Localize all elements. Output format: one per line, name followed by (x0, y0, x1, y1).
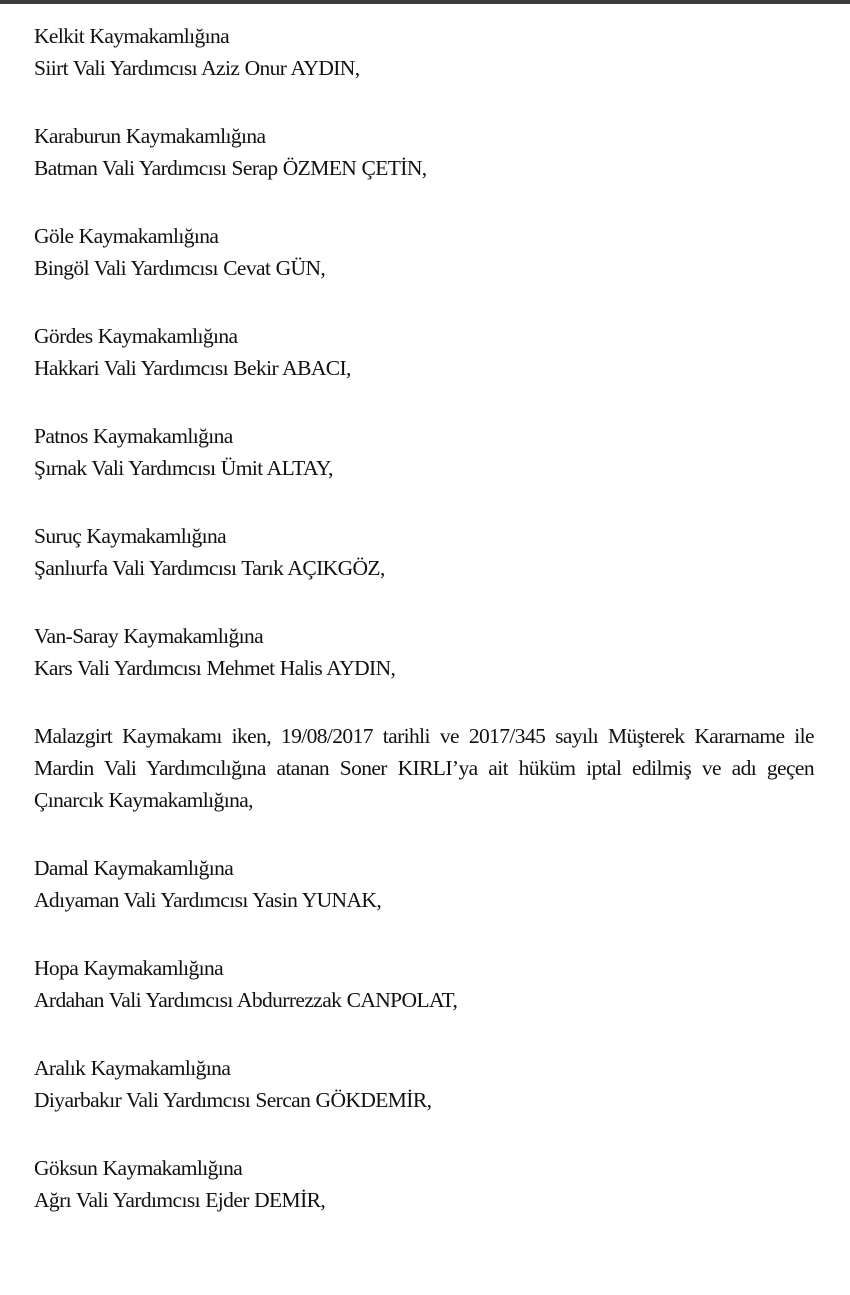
appointment-entry (34, 20, 814, 84)
appointee-line: Şanlıurfa Vali Yardımcısı Tarık AÇIKGÖZ, (34, 556, 385, 580)
appointment-entry (34, 852, 814, 916)
document-page (34, 20, 814, 1252)
office-line: Kelkit Kaymakamlığına (34, 24, 230, 48)
paragraph-line: Malazgirt Kaymakamı iken, 19/08/2017 tarihli ve 2017/345 sayılı Müşterek Kararname ile (34, 724, 814, 748)
appointee-line: Ardahan Vali Yardımcısı Abdurrezzak CANPOLAT, (34, 988, 458, 1012)
office-line: Patnos Kaymakamlığına (34, 424, 233, 448)
appointment-entry (34, 952, 814, 1016)
appointment-entry (34, 220, 814, 284)
office-line: Hopa Kaymakamlığına (34, 956, 224, 980)
annulment-paragraph (34, 720, 814, 816)
appointee-line: Kars Vali Yardımcısı Mehmet Halis AYDIN, (34, 656, 396, 680)
office-line: Aralık Kaymakamlığına (34, 1056, 231, 1080)
office-line: Suruç Kaymakamlığına (34, 524, 227, 548)
office-line: Göksun Kaymakamlığına (34, 1156, 243, 1180)
office-line: Damal Kaymakamlığına (34, 856, 234, 880)
appointee-line: Batman Vali Yardımcısı Serap ÖZMEN ÇETİN, (34, 156, 427, 180)
appointee-line: Bingöl Vali Yardımcısı Cevat GÜN, (34, 256, 326, 280)
appointment-entry (34, 620, 814, 684)
appointee-line: Şırnak Vali Yardımcısı Ümit ALTAY, (34, 456, 333, 480)
office-line: Karaburun Kaymakamlığına (34, 124, 266, 148)
appointee-line: Ağrı Vali Yardımcısı Ejder DEMİR, (34, 1188, 326, 1212)
appointee-line: Diyarbakır Vali Yardımcısı Sercan GÖKDEMİR, (34, 1088, 432, 1112)
paragraph-line: Mardin Vali Yardımcılığına atanan Soner KIRLI’ya ait hüküm iptal edilmiş ve adı geçen (34, 756, 814, 780)
appointment-entry (34, 120, 814, 184)
appointment-entry (34, 420, 814, 484)
appointee-line: Siirt Vali Yardımcısı Aziz Onur AYDIN, (34, 56, 360, 80)
top-border (0, 0, 850, 4)
appointee-line: Adıyaman Vali Yardımcısı Yasin YUNAK, (34, 888, 382, 912)
appointment-entry (34, 520, 814, 584)
appointee-line: Hakkari Vali Yardımcısı Bekir ABACI, (34, 356, 351, 380)
office-line: Göle Kaymakamlığına (34, 224, 219, 248)
appointment-entry (34, 1052, 814, 1116)
appointment-entry (34, 320, 814, 384)
office-line: Van-Saray Kaymakamlığına (34, 624, 264, 648)
paragraph-line: Çınarcık Kaymakamlığına, (34, 788, 253, 812)
office-line: Gördes Kaymakamlığına (34, 324, 238, 348)
appointment-entry (34, 1152, 814, 1216)
